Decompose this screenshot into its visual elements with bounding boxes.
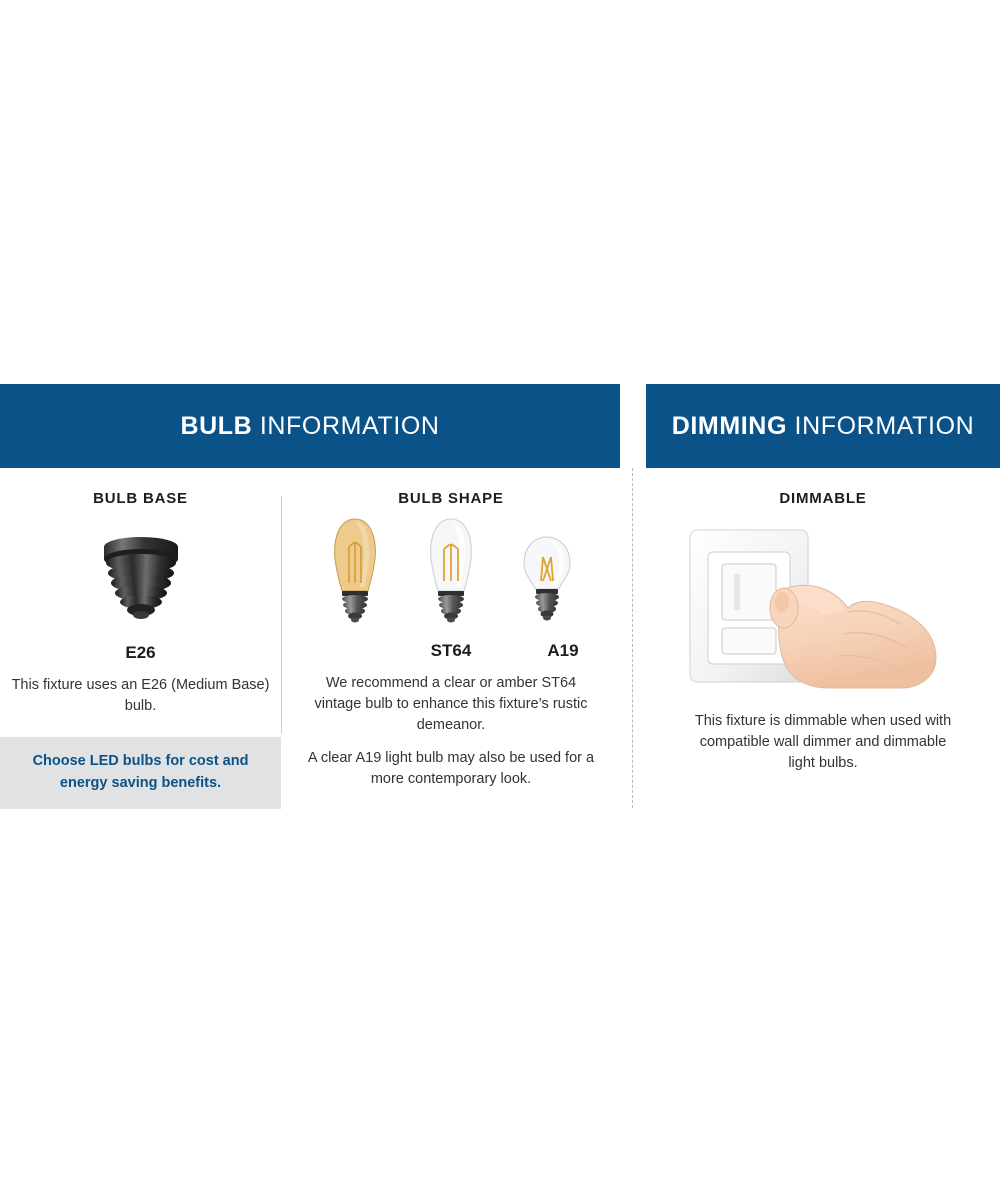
bulb-information-header-bold: BULB bbox=[180, 411, 253, 440]
bulb-base-title: BULB BASE bbox=[93, 490, 188, 507]
dimmable-title: DIMMABLE bbox=[779, 490, 867, 507]
bulb-shape-labels bbox=[296, 641, 606, 661]
bulb-shape-title: BULB SHAPE bbox=[398, 490, 504, 507]
bulb-shape-art bbox=[296, 513, 606, 633]
led-tip-box: Choose LED bulbs for cost and energy saving benefits. bbox=[0, 737, 281, 809]
dimming-information-body bbox=[646, 468, 1000, 774]
bulb-base-art bbox=[0, 513, 281, 633]
wall-dimmer-switch-with-hand-icon bbox=[678, 516, 968, 696]
bulb-information-body bbox=[0, 468, 620, 809]
bulb-base-column bbox=[0, 490, 281, 809]
dimming-information-header bbox=[646, 384, 1000, 468]
panels-container bbox=[0, 384, 1000, 809]
bulb-shape-column bbox=[282, 490, 620, 809]
bulb-shape-label-st64: ST64 bbox=[430, 641, 472, 660]
clear-a19-bulb-icon bbox=[512, 513, 582, 633]
panel-dashed-separator bbox=[632, 468, 633, 808]
bulb-information-header bbox=[0, 384, 620, 468]
dimming-information-panel bbox=[646, 384, 1000, 774]
bulb-base-caption: E26 bbox=[125, 643, 156, 662]
dimming-information-header-text bbox=[672, 412, 975, 441]
dimmable-description: This fixture is dimmable when used with compatible wall dimmer and dimmable light bulbs. bbox=[694, 713, 952, 772]
bulb-shape-paragraph-1: We recommend a clear or amber ST64 vintage bulb to enhance this fixture’s rustic demeanor. bbox=[314, 675, 588, 734]
bulb-base-description: This fixture uses an E26 (Medium Base) bulb. bbox=[11, 677, 270, 715]
dimming-information-header-bold: DIMMING bbox=[671, 411, 787, 440]
bulb-dimming-info-sheet bbox=[0, 384, 1000, 809]
bulb-shape-label-a19: A19 bbox=[547, 641, 579, 660]
dimming-information-header-rest: INFORMATION bbox=[787, 411, 975, 440]
bulb-information-panel bbox=[0, 384, 620, 809]
bulb-information-header-rest: INFORMATION bbox=[252, 411, 440, 440]
bulb-shape-label-spacer bbox=[296, 641, 382, 661]
bulb-base-e26-icon bbox=[86, 523, 196, 633]
clear-st64-bulb-icon bbox=[416, 513, 486, 633]
dimmer-art bbox=[646, 515, 1000, 697]
bulb-shape-paragraph-2: A clear A19 light bulb may also be used for a more contemporary look. bbox=[307, 750, 595, 788]
bulb-information-header-text bbox=[180, 412, 439, 441]
amber-st64-bulb-icon bbox=[320, 513, 390, 633]
